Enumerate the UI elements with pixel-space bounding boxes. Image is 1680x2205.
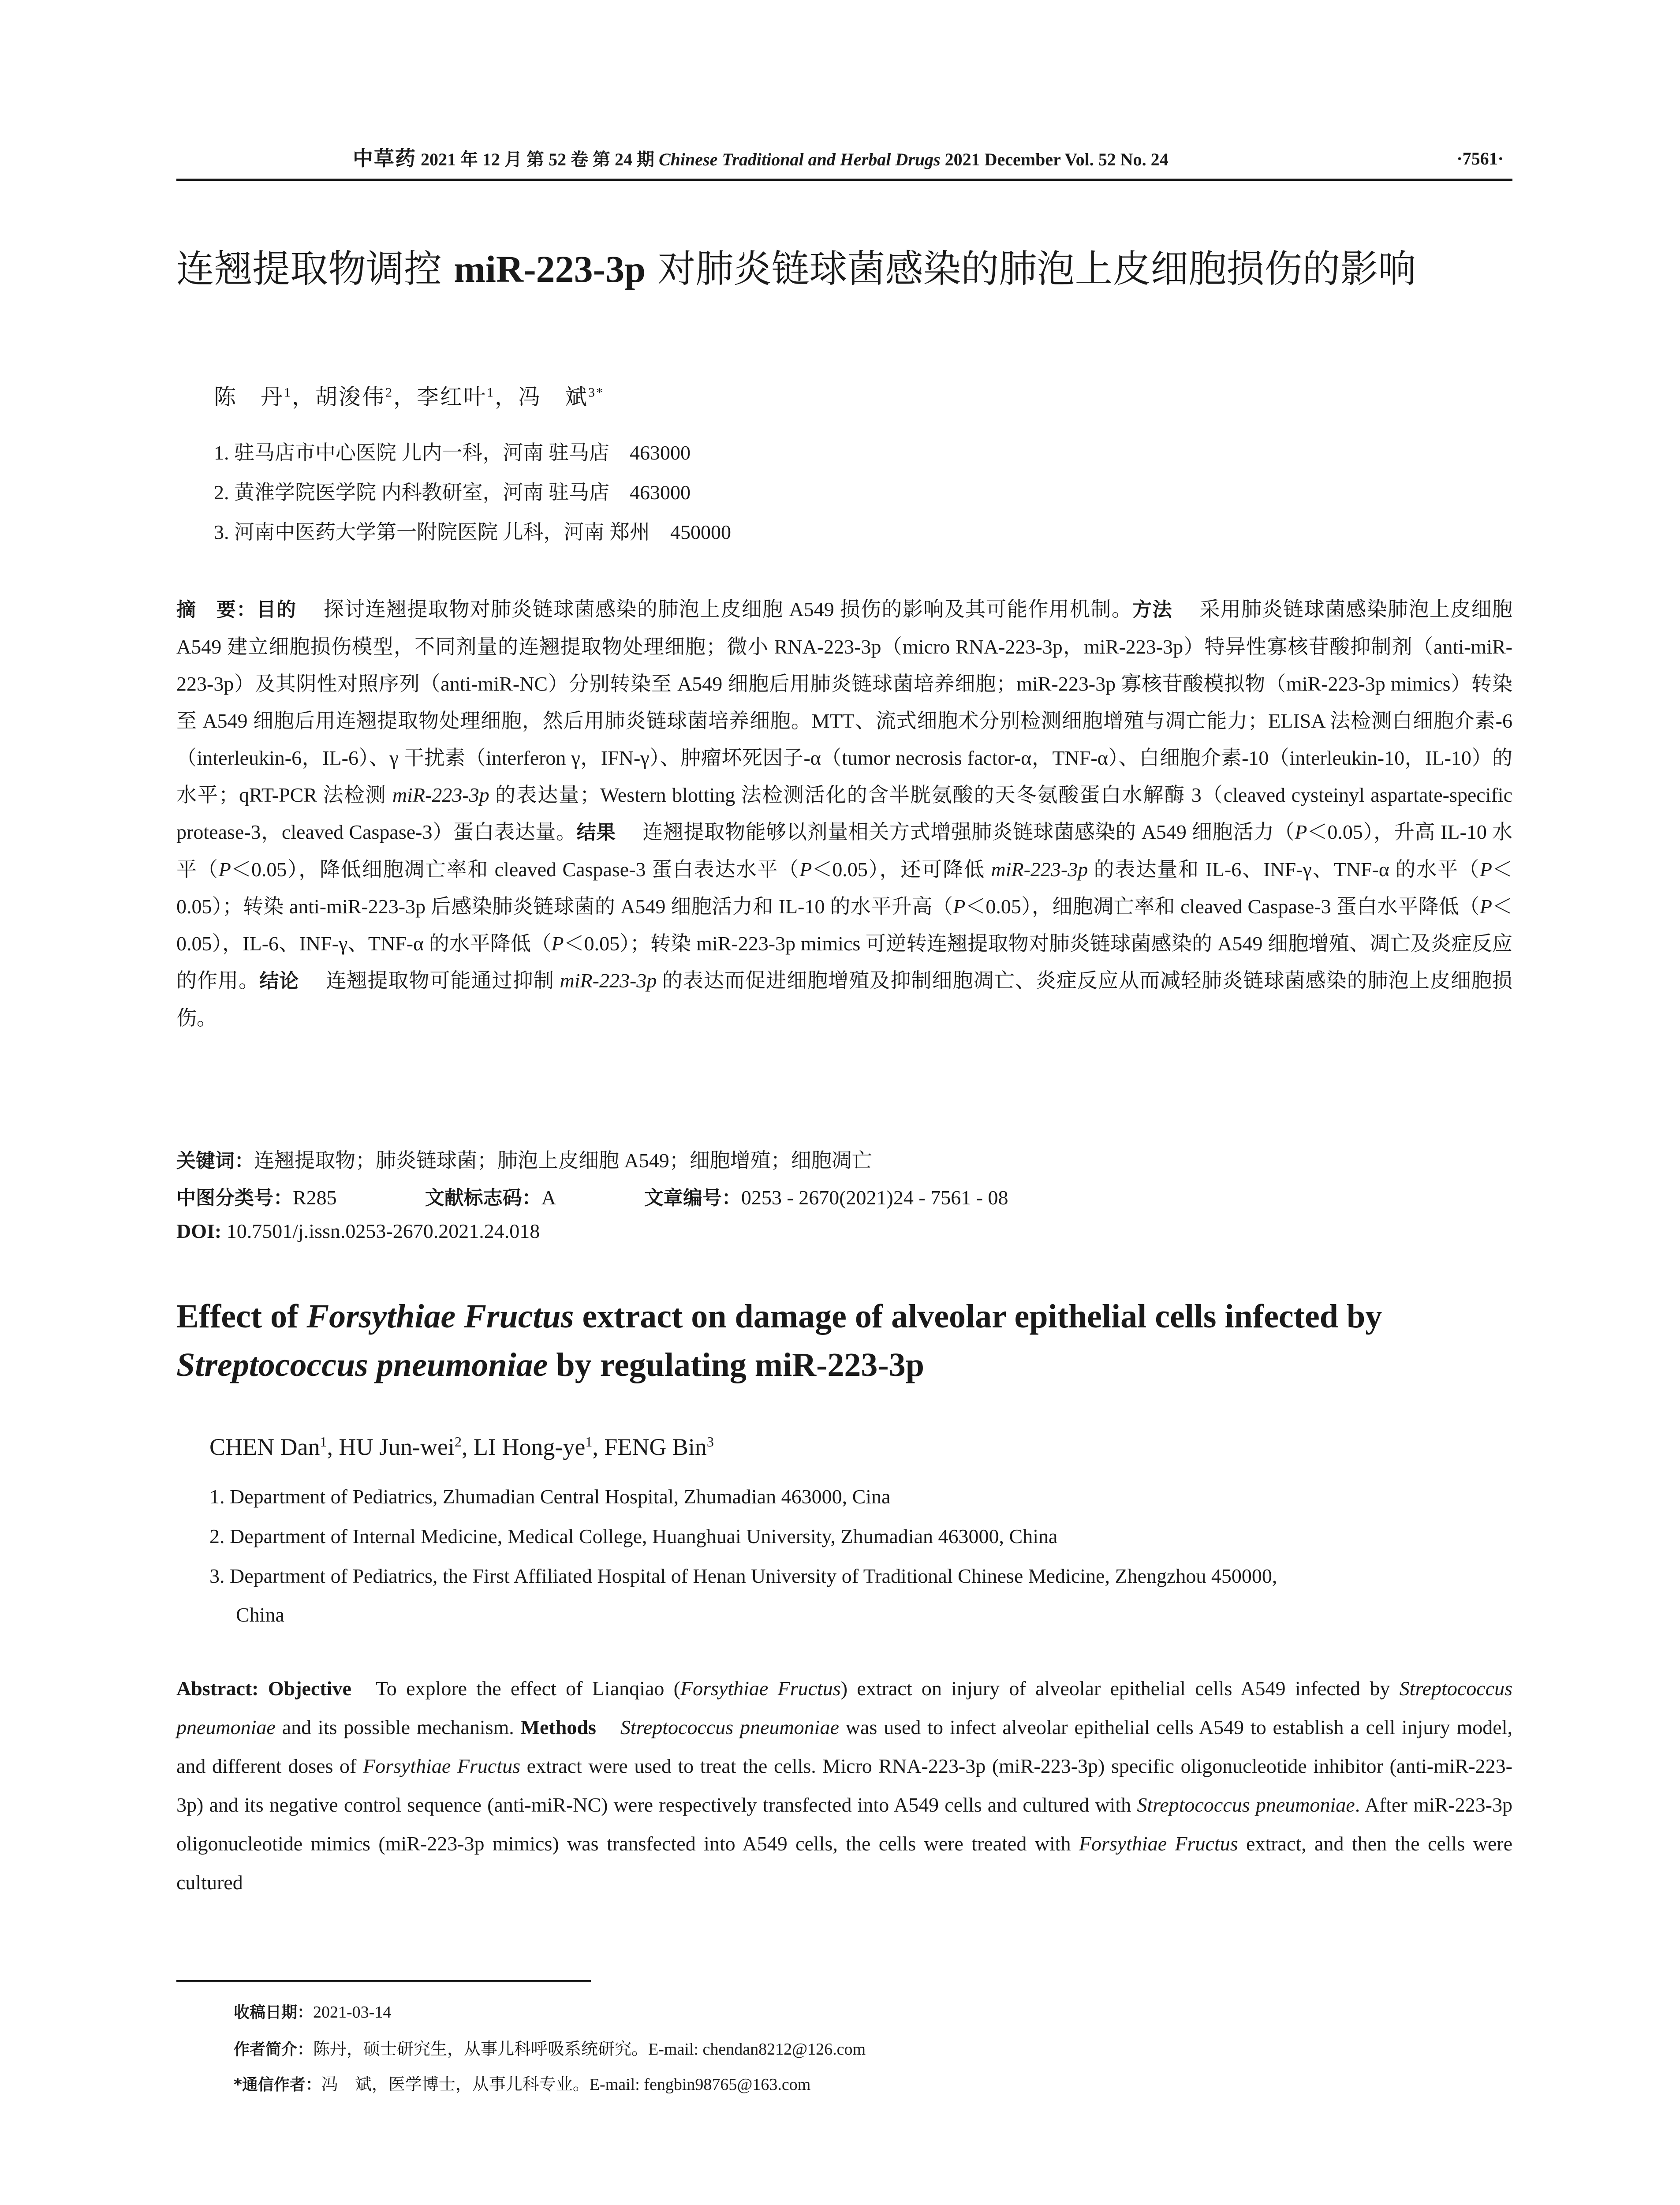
title-cn: 连翘提取物调控 miR-223-3p 对肺炎链球菌感染的肺泡上皮细胞损伤的影响 [176, 247, 1416, 291]
author-cn: 冯 斌 [518, 385, 588, 409]
affiliation-en: 1. Department of Pediatrics, Zhumadian Central Hospital, Zhumadian 463000, Cina [209, 1485, 891, 1508]
issue-en: 2021 December Vol. 52 No. 24 [945, 149, 1169, 169]
affiliation-en: 2. Department of Internal Medicine, Medical College, Huanghuai University, Zhumadian 463000, China [209, 1525, 1058, 1547]
affiliation-cn: 2. 黄淮学院医学院 内科教研室，河南 驻马店 463000 [214, 481, 691, 504]
author-cn: 陈 丹 [214, 385, 284, 409]
affiliation-cn: 1. 驻马店市中心医院 儿内一科，河南 驻马店 463000 [214, 441, 691, 464]
title-en: Effect of Forsythiae Fructus extract on damage of alveolar epithelial cells infected by Streptococcus pneumoniae by regulating miR-223-3p [176, 1298, 1382, 1383]
footnote-divider [176, 1980, 591, 1982]
journal-citation [353, 139, 1169, 179]
affiliation-en: 3. Department of Pediatrics, the First Affiliated Hospital of Henan University of Traditional Chinese Medicine, Zhengzhou 450000, China [209, 1565, 1277, 1626]
classification-line: 中图分类号：R285 文献标志码：A 文章编号：0253 - 2670(2021)24 - 7561 - 08 [176, 1186, 1008, 1209]
author-en: FENG Bin [604, 1434, 707, 1460]
author-en: HU Jun-wei [339, 1434, 455, 1460]
affiliation-cn: 3. 河南中医药大学第一附院医院 儿科，河南 郑州 450000 [214, 521, 731, 543]
page-number: ·7561· [1456, 149, 1504, 168]
doi: DOI: 10.7501/j.issn.0253-2670.2021.24.018 [176, 1220, 540, 1242]
author-en: CHEN Dan [209, 1434, 320, 1460]
journal-name-cn: 中草药 [353, 147, 416, 170]
footnote-corresponding: *通信作者：冯 斌，医学博士，从事儿科专业。E-mail: fengbin98765@163.com [234, 2075, 811, 2094]
running-header [176, 139, 1512, 181]
keywords: 关键词：连翘提取物；肺炎链球菌；肺泡上皮细胞 A549；细胞增殖；细胞凋亡 [176, 1149, 872, 1172]
journal-name-en: Chinese Traditional and Herbal Drugs [659, 149, 941, 169]
authors-cn: 陈 丹$^1$，胡浚伟$^2$，李红叶$^1$，冯 斌$^{3*}$ [214, 385, 604, 409]
author-en: LI Hong-ye [473, 1434, 586, 1460]
footnote-received: 收稿日期：2021-03-14 [234, 2003, 392, 2022]
abstract-label: 摘 要： [176, 598, 257, 621]
abstract-en: Abstract: Objective To explore the effect of Lianqiao (Forsythiae Fructus) extract on injury of alveolar epithelial cells A549 infected by Streptococcus pneumoniae and its possible mechanism. Methods Streptococcus pneumoniae was used to infect alveolar epithelial cells A549 to establish a cell injury model, and different doses of Forsythiae Fructus extract were used to treat the cells. Micro RNA-223-3p (miR-223-3p) specific oligonucleotide inhibitor (anti-miR-223-3p) and its negative control sequence (anti-miR-NC) were respectively transfected into A549 cells and cultured with Streptococcus pneumoniae. After miR-223-3p oligonucleotide mimics (miR-223-3p mimics) was transfected into A549 cells, the cells were treated with Forsythiae Fructus extract, and then the cells were cultured [176, 1677, 1512, 1894]
authors-en: CHEN Dan$^1$, HU Jun-wei$^2$, LI Hong-$ye^1$, FENG Bin$^3$ [209, 1434, 714, 1460]
footnote-author-bio: 作者简介：陈丹，硕士研究生，从事儿科呼吸系统研究。E-mail: chendan8212@126.com [234, 2040, 866, 2059]
abstract-cn: 摘 要：目的 探讨连翘提取物对肺炎链球菌感染的肺泡上皮细胞 A549 损伤的影响及其可能作用机制。方法 采用肺炎链球菌感染肺泡上皮细胞 A549 建立细胞损伤模型，不同剂量的连翘提取物处理细胞；微小 RNA-223-3p（micro RNA-223-3p，miR-223-3p）特异性寡核苷酸抑制剂（anti-miR-223-3p）及其阴性对照序列（anti-miR-NC）分别转染至 A549 细胞后用肺炎链球菌培养细胞；miR-223-3p 寡核苷酸模拟物（miR-223-3p mimics）转染至 A549 细胞后用连翘提取物处理细胞，然后用肺炎链球菌培养细胞。MTT、流式细胞术分别检测细胞增殖与凋亡能力；ELISA 法检测白细胞介素-6（interleukin-6，IL-6）、γ 干扰素（interferon γ，IFN-γ）、肿瘤坏死因子-α（tumor necrosis factor-α，TNF-α）、白细胞介素-10（interleukin-10，IL-10）的水平；qRT-PCR 法检测 miR-223-3p 的表达量；Western blotting 法检测活化的含半胱氨酸的天冬氨酸蛋白水解酶 3（cleaved cysteinyl aspartate-specific protease-3，cleaved Caspase-3）蛋白表达量。结果 连翘提取物能够以剂量相关方式增强肺炎链球菌感染的 A549 细胞活力（P＜0.05），升高 IL-10 水平（P＜0.05），降低细胞凋亡率和 cleaved Caspase-3 蛋白表达水平（P＜0.05），还可降低 miR-223-3p 的表达量和 IL-6、INF-γ、TNF-α 的水平（P＜0.05）；转染 anti-miR-223-3p 后感染肺炎链球菌的 A549 细胞活力和 IL-10 的水平升高（P＜0.05），细胞凋亡率和 cleaved Caspase-3 蛋白水平降低（P＜0.05），IL-6、INF-γ、TNF-α 的水平降低（P＜0.05）；转染 miR-223-3p mimics 可逆转连翘提取物对肺炎链球菌感染的 A549 细胞增殖、凋亡及炎症反应的作用。结论 连翘提取物可能通过抑制 miR-223-3p 的表达而促进细胞增殖及抑制细胞凋亡、炎症反应从而减轻肺炎链球菌感染的肺泡上皮细胞损伤。 [176, 598, 1513, 1029]
issue-cn: 2021 年 12 月 第 52 卷 第 24 期 [421, 149, 654, 169]
author-cn: 胡浚伟 [315, 385, 385, 409]
author-cn: 李红叶 [417, 385, 487, 409]
